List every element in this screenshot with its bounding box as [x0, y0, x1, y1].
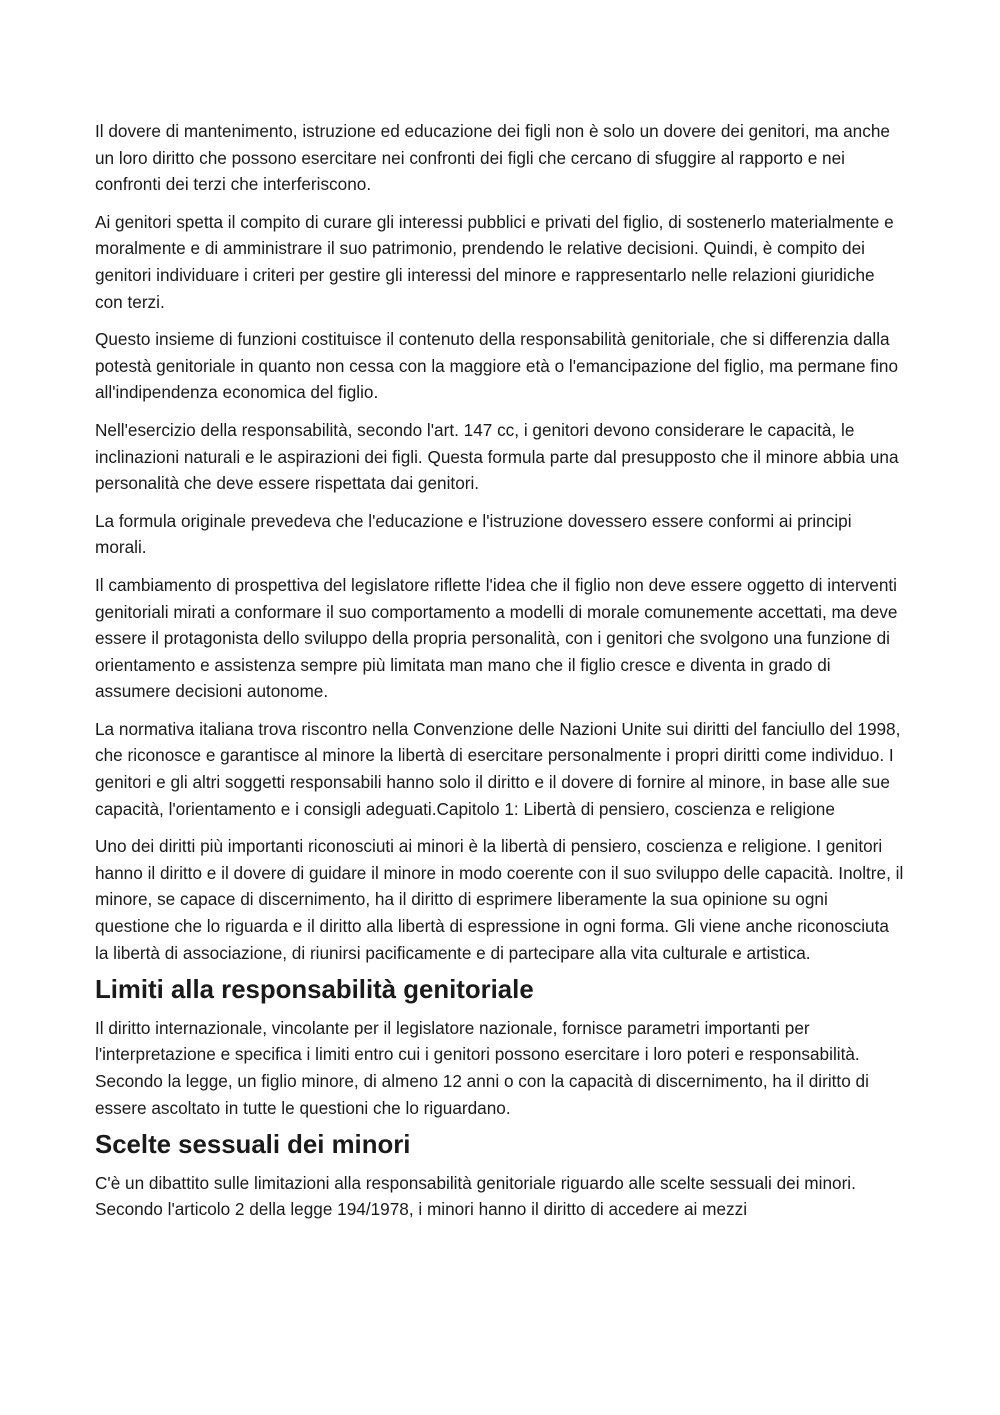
paragraph-un-convention: La normativa italiana trova riscontro nella Convenzione delle Nazioni Unite sui diritti del fanciullo del 1998, che riconosce e garantisce al minore la libertà di esercitare personalmente i propri diritti come individuo. I genitori e gli altri soggetti responsabili hanno solo il diritto e il dovere di fornire al minore, in base alle sue capacità, l'orientamento e i consigli adeguati.Capitolo 1: Libertà di pensiero, coscienza e religione — [95, 718, 901, 819]
paragraph-parental-responsibility: Questo insieme di funzioni costituisce il contenuto della responsabilità genitoriale, che si differenzia dalla potestà genitoriale in quanto non cessa con la maggiore età o l'emancipazione del figlio, ma permane fino all'indipendenza economica del figlio. — [95, 329, 899, 403]
section-heading-sexual-choices: Scelte sessuali dei minori — [95, 1131, 411, 1160]
paragraph-international-law: Il diritto internazionale, vincolante per il legislatore nazionale, fornisce parametri importanti per l'interpretazione e specifica i limiti entro cui i genitori possono esercitare i loro poteri e responsabilità. Secondo la legge, un figlio minore, di almeno 12 anni o con la capacità di discernimento, ha il diritto di essere ascoltato in tutte le questioni che lo riguardano. — [95, 1017, 869, 1118]
document-page — [95, 118, 907, 1234]
paragraph-freedom-of-thought: Uno dei diritti più importanti riconosciuti ai minori è la libertà di pensiero, coscienza e religione. I genitori hanno il diritto e il dovere di guidare il minore in modo coerente con il suo sviluppo delle capacità. Inoltre, il minore, se capace di discernimento, ha il diritto di esprimere liberamente la sua opinione su ogni questione che lo riguarda e il diritto alla libertà di espressione in ogni forma. Gli viene anche riconosciuta la libertà di associazione, di riunirsi pacificamente e di partecipare alla vita culturale e artistica. — [95, 836, 904, 963]
paragraph-duty-of-maintenance: Il dovere di mantenimento, istruzione ed educazione dei figli non è solo un dovere dei genitori, ma anche un loro diritto che possono esercitare nei confronti dei figli che cercano di sfuggire al rapporto e nei confronti dei terzi che interferiscono. — [95, 121, 890, 195]
paragraph-change-of-perspective: Il cambiamento di prospettiva del legislatore riflette l'idea che il figlio non deve essere oggetto di interventi genitoriali mirati a conformare il suo comportamento a modelli di morale comunemente accettati, ma deve essere il protagonista dello sviluppo della propria personalità, con i genitori che svolgono una funzione di orientamento e assistenza sempre più limitata man mano che il figlio cresce e diventa in grado di assumere decisioni autonome. — [95, 574, 898, 702]
paragraph-art-147: Nell'esercizio della responsabilità, secondo l'art. 147 cc, i genitori devono considerare le capacità, le inclinazioni naturali e le aspirazioni dei figli. Questa formula parte dal presupposto che il minore abbia una personalità che deve essere rispettata dai genitori. — [95, 419, 899, 494]
paragraph-original-formula: La formula originale prevedeva che l'educazione e l'istruzione dovessero essere conformi ai principi morali. — [95, 510, 852, 558]
paragraph-sexual-choices-debate: C'è un dibattito sulle limitazioni alla responsabilità genitoriale riguardo alle scelte sessuali dei minori. Secondo l'articolo 2 della legge 194/1978, i minori hanno il diritto di accedere ai mezzi — [95, 1172, 856, 1220]
section-heading-limits: Limiti alla responsabilità genitoriale — [95, 976, 534, 1005]
paragraph-parents-duties: Ai genitori spetta il compito di curare gli interessi pubblici e privati del figlio, di sostenerlo materialmente e moralmente e di amministrare il suo patrimonio, prendendo le relative decisioni. Quindi, è compito dei genitori individuare i criteri per gestire gli interessi del minore e rappresentarlo nelle relazioni giuridiche con terzi. — [95, 211, 894, 312]
